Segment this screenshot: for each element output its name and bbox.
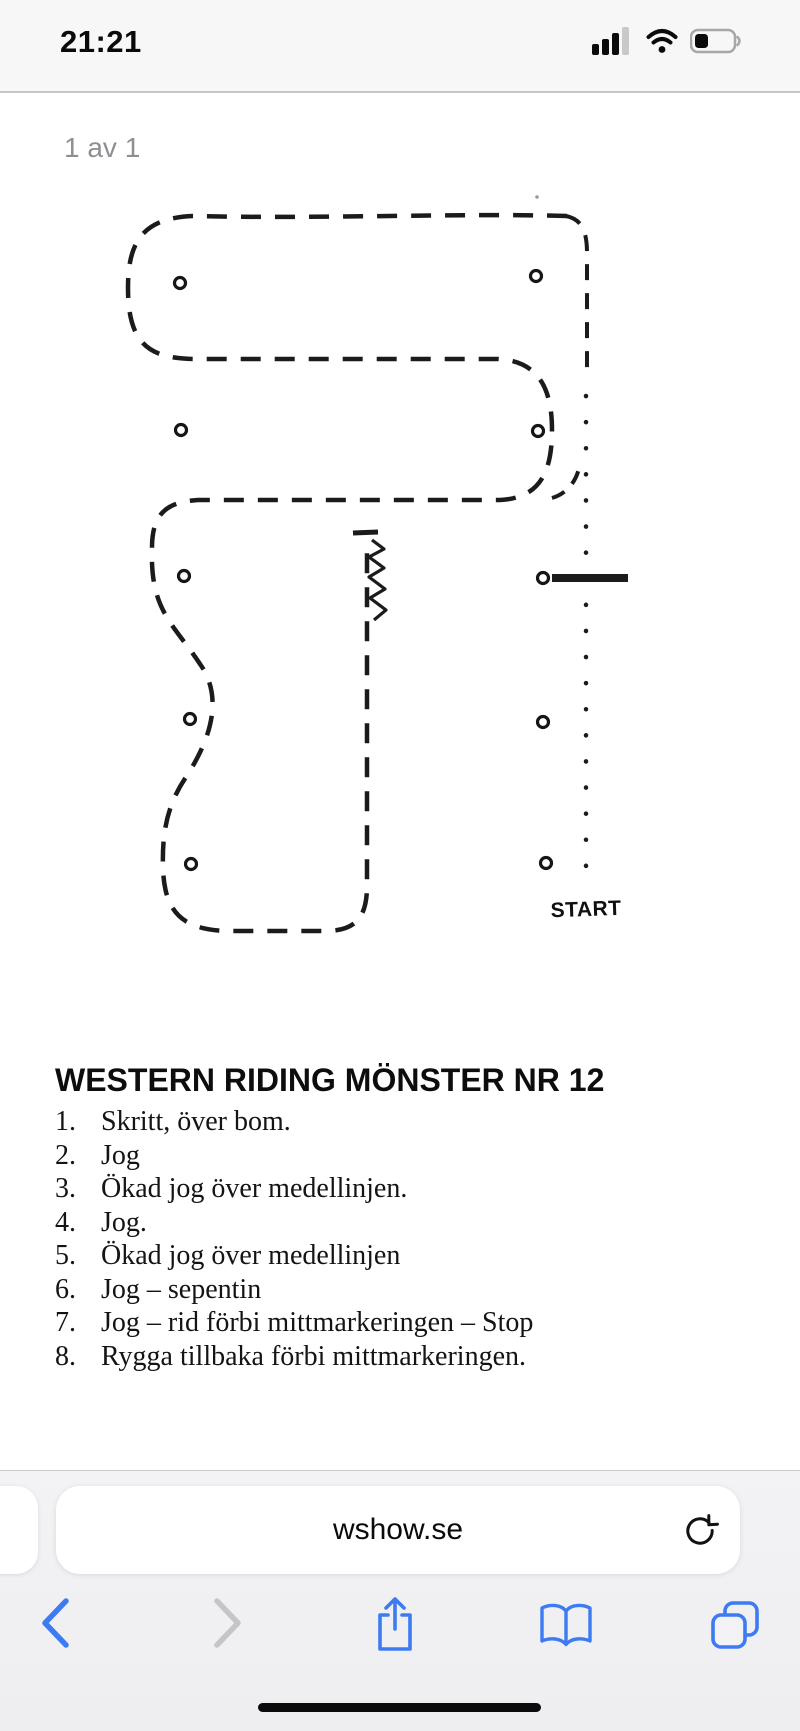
list-item: 6. Jog – sepentin (55, 1273, 262, 1305)
list-item: 1. Skritt, över bom. (55, 1106, 291, 1137)
start-label: START (550, 896, 622, 923)
lane-join-curl (552, 468, 579, 498)
home-indicator[interactable] (258, 1703, 541, 1712)
course-path (128, 215, 567, 931)
clock: 21:21 (60, 24, 142, 59)
document-title: WESTERN RIDING MÖNSTER NR 12 (55, 1062, 605, 1098)
forward-button[interactable] (191, 1587, 263, 1659)
list-item: 2. Jog (55, 1139, 140, 1171)
share-button[interactable] (359, 1589, 431, 1661)
share-icon (372, 1595, 418, 1655)
list-item: 4. Jog. (55, 1206, 147, 1238)
back-button[interactable] (20, 1587, 92, 1659)
reload-button[interactable] (680, 1510, 720, 1550)
previous-tab-peek[interactable] (0, 1486, 38, 1574)
right-edge-path (566, 216, 587, 376)
list-item: 3. Ökad jog över medellinjen. (55, 1173, 408, 1204)
stray-mark (535, 195, 539, 199)
center-marking (353, 532, 378, 533)
list-item: 7. Jog – rid förbi mittmarkeringen – Stop (55, 1307, 534, 1338)
bookmarks-icon (537, 1601, 595, 1649)
forward-icon (210, 1597, 244, 1649)
page-indicator: 1 av 1 (64, 132, 141, 163)
tabs-button[interactable] (699, 1589, 771, 1661)
list-item: 5. Ökad jog över medellinjen (55, 1240, 401, 1271)
reload-icon (681, 1511, 719, 1549)
browser-bottom-chrome (0, 1470, 800, 1731)
pattern-steps-list (55, 1106, 715, 1374)
url-text: wshow.se (332, 1513, 464, 1546)
address-bar[interactable] (56, 1486, 740, 1574)
backup-zigzag (369, 540, 386, 620)
back-icon (39, 1597, 73, 1649)
bookmarks-button[interactable] (530, 1589, 602, 1661)
tabs-icon (709, 1599, 761, 1651)
list-item: 8. Rygga tillbaka förbi mittmarkeringen. (55, 1340, 526, 1372)
